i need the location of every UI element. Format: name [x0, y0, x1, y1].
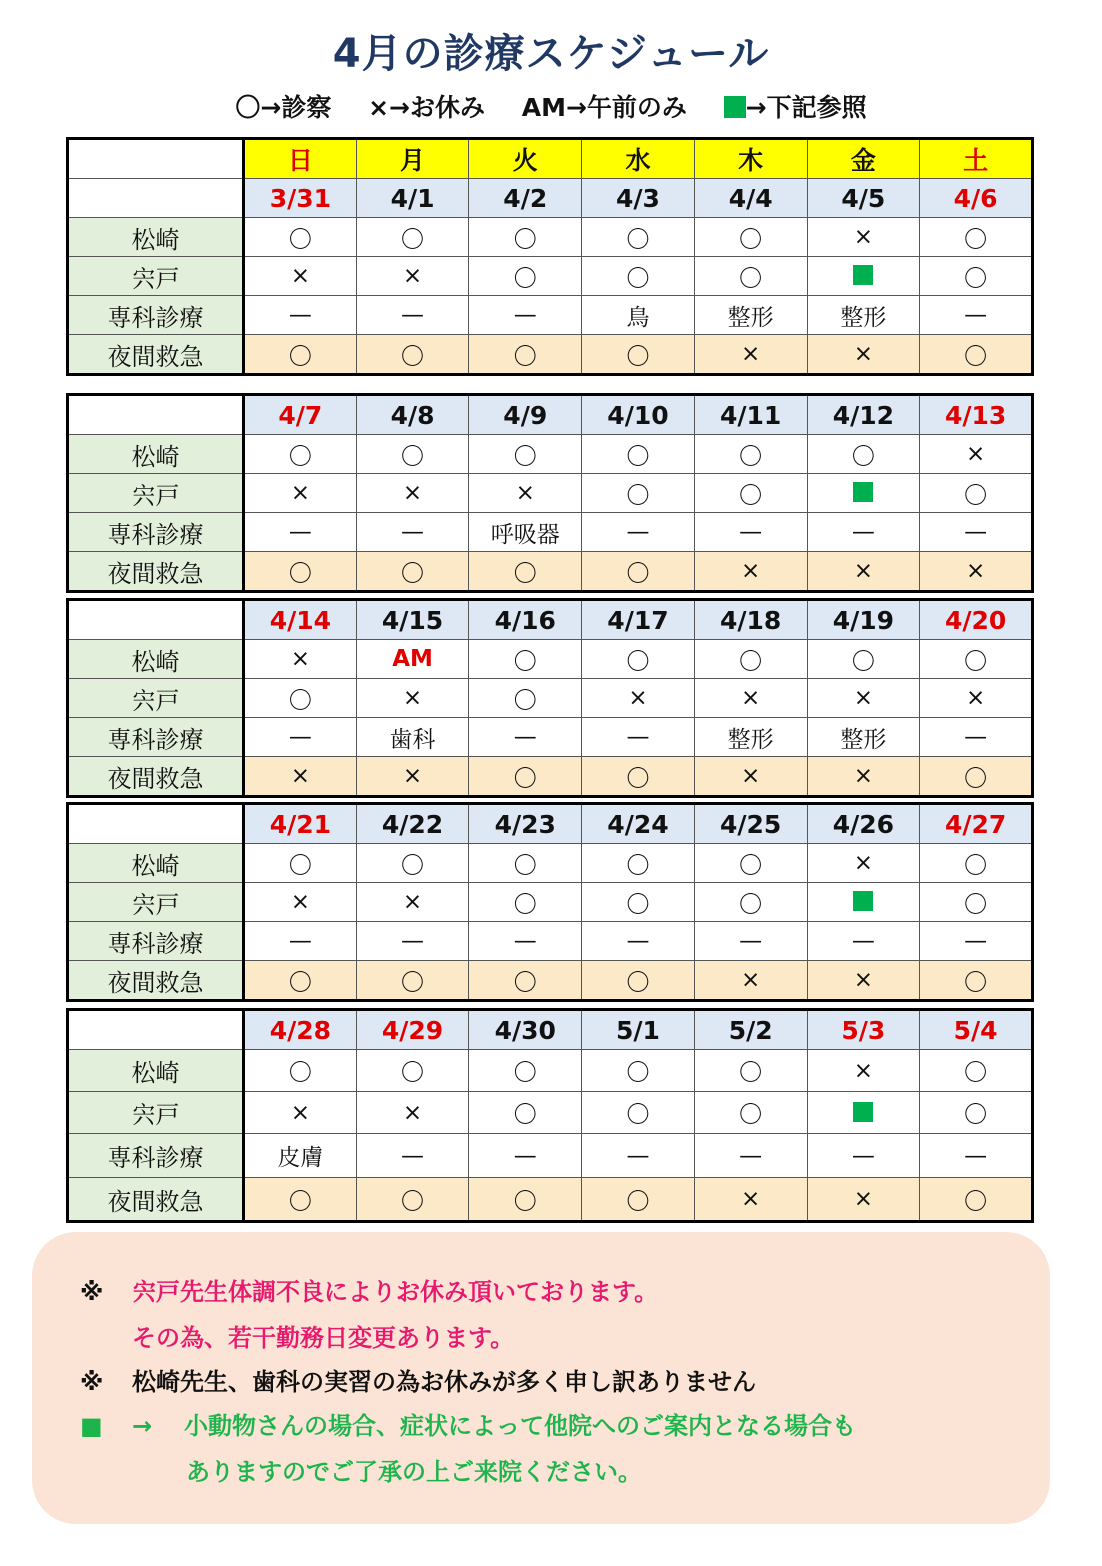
- legend-green: [724, 93, 867, 122]
- note-text: ありますのでご了承の上ご来院ください。: [186, 1458, 642, 1486]
- date-cell: 4/3: [582, 179, 695, 218]
- green-square-icon: [853, 482, 873, 502]
- cell: —: [582, 1134, 695, 1178]
- cell: —: [694, 1134, 807, 1178]
- cell: AM: [356, 640, 469, 679]
- cell: ×: [356, 1092, 469, 1134]
- cell: 〇: [694, 435, 807, 474]
- cell: 整形: [807, 296, 920, 335]
- cell: ×: [244, 257, 357, 296]
- date-cell: 5/2: [694, 1010, 807, 1050]
- day-cell: 日: [244, 139, 357, 179]
- cell: —: [356, 513, 469, 552]
- date-cell: 4/22: [356, 804, 469, 844]
- cell: 〇: [920, 844, 1033, 883]
- cell: —: [582, 922, 695, 961]
- cell: 〇: [356, 1050, 469, 1092]
- cell: ×: [807, 552, 920, 592]
- cell: ×: [356, 474, 469, 513]
- cell: ×: [807, 757, 920, 797]
- note-text: その為、若干勤務日変更あります。: [132, 1324, 515, 1352]
- row-matsuzaki: [68, 435, 1033, 474]
- cell: —: [807, 513, 920, 552]
- row-label: 専科診療: [68, 513, 244, 552]
- row-shishido: [68, 474, 1033, 513]
- date-row: [68, 395, 1033, 435]
- cell: 〇: [469, 844, 582, 883]
- cell: 〇: [694, 883, 807, 922]
- note-1: [80, 1272, 658, 1307]
- cell: 〇: [244, 844, 357, 883]
- cell: 〇: [244, 218, 357, 257]
- cell: [807, 883, 920, 922]
- cell: 〇: [469, 883, 582, 922]
- cell: 整形: [694, 296, 807, 335]
- cell: ×: [807, 679, 920, 718]
- cell: 〇: [920, 1050, 1033, 1092]
- note-2: [80, 1362, 756, 1397]
- cell: ×: [694, 1178, 807, 1222]
- cell: 〇: [920, 218, 1033, 257]
- row-label: 専科診療: [68, 922, 244, 961]
- date-cell: 4/8: [356, 395, 469, 435]
- cell: 〇: [920, 961, 1033, 1001]
- cell: 〇: [469, 218, 582, 257]
- cell: 〇: [469, 1050, 582, 1092]
- note-mark: ※: [80, 1278, 104, 1306]
- row-label: 夜間救急: [68, 1178, 244, 1222]
- row-label: 宍戸: [68, 679, 244, 718]
- date-cell: 4/14: [244, 600, 357, 640]
- green-square-icon: [853, 1102, 873, 1122]
- cell: 〇: [694, 640, 807, 679]
- row-matsuzaki: [68, 1050, 1033, 1092]
- legend-batsu: ×→お休み: [368, 93, 485, 122]
- legend: [0, 88, 1102, 124]
- cell: —: [920, 513, 1033, 552]
- date-cell: 4/9: [469, 395, 582, 435]
- cell: 〇: [694, 218, 807, 257]
- note-text: 小動物さんの場合、症状によって他院へのご案内となる場合も: [184, 1412, 856, 1440]
- cell: 〇: [920, 757, 1033, 797]
- cell: —: [694, 513, 807, 552]
- cell: —: [469, 296, 582, 335]
- row-matsuzaki: [68, 844, 1033, 883]
- cell: 〇: [244, 435, 357, 474]
- cell: —: [920, 296, 1033, 335]
- cell: —: [807, 922, 920, 961]
- note-text: 松崎先生、歯科の実習の為お休みが多く申し訳ありません: [132, 1368, 756, 1396]
- cell: —: [694, 922, 807, 961]
- legend-am: AM→午前のみ: [521, 93, 687, 122]
- date-row: [68, 804, 1033, 844]
- cell: 〇: [920, 640, 1033, 679]
- schedule-week-1: [66, 137, 1034, 376]
- date-cell: 4/30: [469, 1010, 582, 1050]
- cell: ×: [807, 1178, 920, 1222]
- date-cell: 4/28: [244, 1010, 357, 1050]
- date-cell: 4/2: [469, 179, 582, 218]
- day-cell: 木: [694, 139, 807, 179]
- cell: 〇: [582, 257, 695, 296]
- schedule-week-3: [66, 598, 1034, 798]
- cell: ×: [244, 883, 357, 922]
- cell: 〇: [582, 844, 695, 883]
- cell: —: [469, 718, 582, 757]
- cell: —: [920, 718, 1033, 757]
- day-cell: 金: [807, 139, 920, 179]
- cell: —: [356, 296, 469, 335]
- cell: 〇: [694, 474, 807, 513]
- corner-cell: [68, 600, 244, 640]
- cell: ×: [356, 257, 469, 296]
- cell: —: [244, 922, 357, 961]
- cell: —: [244, 513, 357, 552]
- cell: 〇: [469, 679, 582, 718]
- row-label: 松崎: [68, 640, 244, 679]
- cell: —: [920, 922, 1033, 961]
- cell: 〇: [582, 218, 695, 257]
- cell: ×: [694, 679, 807, 718]
- cell: 〇: [469, 961, 582, 1001]
- date-cell: 4/19: [807, 600, 920, 640]
- row-matsuzaki: [68, 640, 1033, 679]
- cell: ×: [807, 1050, 920, 1092]
- legend-maru: 〇→診察: [235, 93, 332, 122]
- cell: 〇: [582, 640, 695, 679]
- cell: ×: [694, 757, 807, 797]
- cell: ×: [694, 552, 807, 592]
- corner-cell: [68, 804, 244, 844]
- row-label: 宍戸: [68, 257, 244, 296]
- cell: 〇: [582, 883, 695, 922]
- row-senka: [68, 513, 1033, 552]
- day-header-row: [68, 139, 1033, 179]
- row-label: 松崎: [68, 844, 244, 883]
- cell: 〇: [244, 1178, 357, 1222]
- cell: 〇: [582, 474, 695, 513]
- row-senka: [68, 718, 1033, 757]
- row-label: 松崎: [68, 218, 244, 257]
- cell: 鳥: [582, 296, 695, 335]
- cell: ×: [807, 961, 920, 1001]
- cell: 〇: [582, 435, 695, 474]
- green-square-icon: [853, 265, 873, 285]
- row-label: 夜間救急: [68, 961, 244, 1001]
- cell: ×: [920, 679, 1033, 718]
- cell: 〇: [469, 257, 582, 296]
- cell: ×: [920, 552, 1033, 592]
- schedule-week-4: [66, 802, 1034, 1002]
- cell: —: [807, 1134, 920, 1178]
- green-square-icon: [853, 891, 873, 911]
- cell: 歯科: [356, 718, 469, 757]
- cell: 〇: [469, 1178, 582, 1222]
- row-yakan: [68, 335, 1033, 375]
- row-yakan: [68, 1178, 1033, 1222]
- row-shishido: [68, 257, 1033, 296]
- corner-cell: [68, 395, 244, 435]
- green-square-icon: ■: [80, 1412, 103, 1440]
- cell: —: [582, 513, 695, 552]
- date-cell: 4/27: [920, 804, 1033, 844]
- corner-cell: [68, 1010, 244, 1050]
- cell: —: [356, 1134, 469, 1178]
- row-label: 松崎: [68, 435, 244, 474]
- row-yakan: [68, 757, 1033, 797]
- cell: 〇: [920, 335, 1033, 375]
- schedule-week-2: [66, 393, 1034, 593]
- date-cell: 4/16: [469, 600, 582, 640]
- cell: 〇: [920, 1092, 1033, 1134]
- cell: ×: [356, 679, 469, 718]
- cell: 〇: [469, 552, 582, 592]
- arrow-icon: →: [132, 1412, 153, 1440]
- note-3-cont: [186, 1452, 642, 1487]
- cell: ×: [694, 961, 807, 1001]
- row-label: 専科診療: [68, 718, 244, 757]
- day-cell: 月: [356, 139, 469, 179]
- cell: 〇: [356, 435, 469, 474]
- date-cell: 5/1: [582, 1010, 695, 1050]
- row-shishido: [68, 1092, 1033, 1134]
- cell: ×: [469, 474, 582, 513]
- schedule-week-5: [66, 1008, 1034, 1223]
- row-senka: [68, 922, 1033, 961]
- corner-cell: [68, 179, 244, 218]
- cell: 呼吸器: [469, 513, 582, 552]
- date-row: [68, 179, 1033, 218]
- date-cell: 4/20: [920, 600, 1033, 640]
- cell: 〇: [694, 844, 807, 883]
- cell: ×: [356, 757, 469, 797]
- cell: 〇: [920, 474, 1033, 513]
- cell: ×: [807, 844, 920, 883]
- cell: 〇: [920, 883, 1033, 922]
- row-label: 松崎: [68, 1050, 244, 1092]
- date-cell: 4/11: [694, 395, 807, 435]
- cell: 整形: [807, 718, 920, 757]
- date-cell: 4/13: [920, 395, 1033, 435]
- cell: —: [469, 1134, 582, 1178]
- cell: ×: [244, 1092, 357, 1134]
- cell: —: [244, 718, 357, 757]
- cell: 〇: [356, 1178, 469, 1222]
- cell: 〇: [920, 1178, 1033, 1222]
- date-cell: 4/29: [356, 1010, 469, 1050]
- cell: 整形: [694, 718, 807, 757]
- page-title: 4月の診療スケジュール: [332, 31, 770, 77]
- cell: —: [920, 1134, 1033, 1178]
- green-square-icon: [724, 96, 746, 118]
- cell: 〇: [807, 435, 920, 474]
- cell: [807, 474, 920, 513]
- cell: ×: [582, 679, 695, 718]
- note-text: 宍戸先生体調不良によりお休み頂いております。: [132, 1278, 659, 1306]
- cell: 〇: [356, 844, 469, 883]
- cell: 〇: [694, 1050, 807, 1092]
- row-label: 夜間救急: [68, 552, 244, 592]
- cell: ×: [694, 335, 807, 375]
- row-label: 夜間救急: [68, 757, 244, 797]
- cell: 〇: [244, 1050, 357, 1092]
- date-cell: 3/31: [244, 179, 357, 218]
- cell: ×: [807, 335, 920, 375]
- date-cell: 4/15: [356, 600, 469, 640]
- row-label: 宍戸: [68, 883, 244, 922]
- date-cell: 4/10: [582, 395, 695, 435]
- date-cell: 4/24: [582, 804, 695, 844]
- cell: 〇: [694, 1092, 807, 1134]
- date-cell: 4/12: [807, 395, 920, 435]
- cell: 〇: [469, 640, 582, 679]
- day-cell: 水: [582, 139, 695, 179]
- cell: 〇: [469, 757, 582, 797]
- row-yakan: [68, 961, 1033, 1001]
- date-cell: 5/3: [807, 1010, 920, 1050]
- cell: 〇: [469, 1092, 582, 1134]
- row-yakan: [68, 552, 1033, 592]
- cell: 〇: [582, 1092, 695, 1134]
- row-label: 夜間救急: [68, 335, 244, 375]
- cell: 〇: [244, 552, 357, 592]
- cell: —: [582, 718, 695, 757]
- corner-cell: [68, 139, 244, 179]
- row-label: 宍戸: [68, 474, 244, 513]
- cell: ×: [807, 218, 920, 257]
- day-cell: 火: [469, 139, 582, 179]
- date-cell: 4/1: [356, 179, 469, 218]
- cell: 〇: [582, 335, 695, 375]
- cell: 〇: [356, 218, 469, 257]
- cell: ×: [920, 435, 1033, 474]
- row-label: 宍戸: [68, 1092, 244, 1134]
- cell: ×: [244, 640, 357, 679]
- cell: 〇: [356, 335, 469, 375]
- date-cell: 4/4: [694, 179, 807, 218]
- cell: —: [244, 296, 357, 335]
- cell: 〇: [920, 257, 1033, 296]
- cell: ×: [356, 883, 469, 922]
- row-senka: [68, 296, 1033, 335]
- row-shishido: [68, 679, 1033, 718]
- cell: 〇: [469, 435, 582, 474]
- date-cell: 4/7: [244, 395, 357, 435]
- date-cell: 4/21: [244, 804, 357, 844]
- date-row: [68, 1010, 1033, 1050]
- cell: —: [469, 922, 582, 961]
- row-matsuzaki: [68, 218, 1033, 257]
- date-cell: 4/23: [469, 804, 582, 844]
- cell: 〇: [244, 961, 357, 1001]
- cell: 〇: [469, 335, 582, 375]
- date-cell: 4/26: [807, 804, 920, 844]
- date-row: [68, 600, 1033, 640]
- row-senka: [68, 1134, 1033, 1178]
- cell: 〇: [582, 552, 695, 592]
- date-cell: 4/5: [807, 179, 920, 218]
- cell: [807, 1092, 920, 1134]
- date-cell: 4/6: [920, 179, 1033, 218]
- row-shishido: [68, 883, 1033, 922]
- note-mark: ※: [80, 1368, 104, 1396]
- cell: 〇: [244, 335, 357, 375]
- note-1-cont: [80, 1318, 514, 1353]
- cell: 〇: [582, 1050, 695, 1092]
- date-cell: 4/17: [582, 600, 695, 640]
- day-cell: 土: [920, 139, 1033, 179]
- cell: 〇: [582, 757, 695, 797]
- cell: 皮膚: [244, 1134, 357, 1178]
- legend-green-text: →下記参照: [745, 93, 867, 122]
- cell: ×: [244, 474, 357, 513]
- row-label: 専科診療: [68, 296, 244, 335]
- row-label: 専科診療: [68, 1134, 244, 1178]
- cell: ×: [244, 757, 357, 797]
- date-cell: 4/18: [694, 600, 807, 640]
- cell: —: [356, 922, 469, 961]
- date-cell: 5/4: [920, 1010, 1033, 1050]
- cell: 〇: [356, 552, 469, 592]
- cell: [807, 257, 920, 296]
- date-cell: 4/25: [694, 804, 807, 844]
- cell: 〇: [356, 961, 469, 1001]
- note-3: [80, 1406, 856, 1441]
- cell: 〇: [807, 640, 920, 679]
- cell: 〇: [694, 257, 807, 296]
- cell: 〇: [244, 679, 357, 718]
- cell: 〇: [582, 1178, 695, 1222]
- cell: 〇: [582, 961, 695, 1001]
